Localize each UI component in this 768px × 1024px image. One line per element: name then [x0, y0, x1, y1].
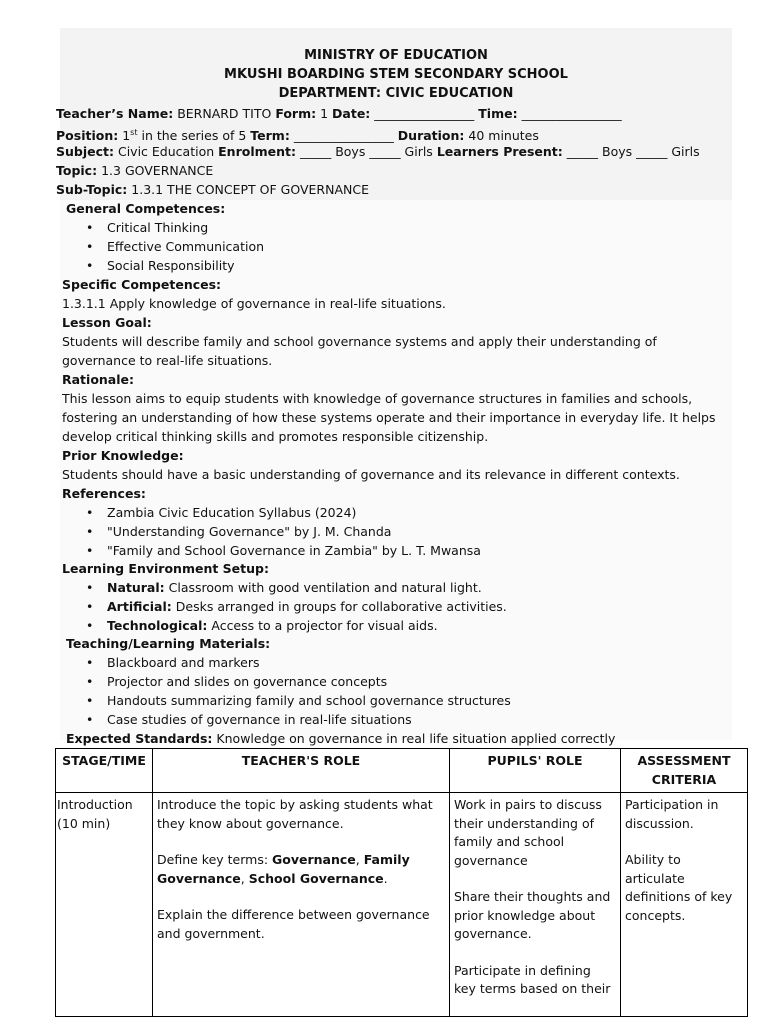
position-sup: st: [130, 128, 138, 137]
list-item: • Case studies of governance in real-life situations: [86, 710, 511, 729]
references-heading: References:: [62, 486, 146, 501]
list-item: [86, 616, 507, 635]
position-value: 1: [122, 128, 131, 144]
define-prefix: Define key terms:: [157, 852, 273, 867]
artificial-label: Artificial:: [107, 599, 172, 614]
topic-line: [56, 161, 213, 180]
teacher-line: [56, 104, 622, 123]
ministry-title: MINISTRY OF EDUCATION: [304, 48, 488, 63]
natural-text: Classroom with good ventilation and natural light.: [168, 580, 482, 595]
term-value: ________________: [293, 128, 394, 144]
define-suffix: .: [383, 870, 388, 886]
time-label: Time:: [478, 106, 518, 121]
term-governance: Governance: [272, 852, 356, 867]
table-header-row: [56, 749, 748, 793]
position-label: Position:: [56, 128, 119, 144]
natural-label: Natural:: [107, 580, 165, 595]
present-girls: _____ Girls: [636, 144, 700, 159]
list-item: [86, 578, 507, 597]
subject-value: Civic Education: [117, 144, 215, 159]
teacher-role-explain: Explain the difference between governance and government.: [157, 907, 430, 941]
list-item: • Effective Communication: [86, 237, 264, 256]
assessment-cell: [621, 793, 748, 1017]
term-family-governance: Family Governance: [157, 852, 410, 886]
pupils-role-cell: [450, 793, 621, 1017]
list-item: • Projector and slides on governance concepts: [86, 672, 511, 691]
general-competences-list: [86, 218, 264, 275]
expected-standards-label: Expected Standards:: [66, 731, 213, 746]
learners-present-label: Learners Present:: [436, 144, 563, 159]
enrolment-label: Enrolment:: [218, 144, 296, 159]
topic-value: 1.3 GOVERNANCE: [101, 163, 214, 178]
topic-label: Topic:: [56, 163, 98, 178]
list-item: • Handouts summarizing family and school governance structures: [86, 691, 511, 710]
environment-list: [86, 578, 507, 635]
stage-cell: Introduction (10 min): [56, 793, 153, 1017]
pupils-role-item: Participate in defining key terms based on their: [454, 962, 611, 996]
list-item: • Blackboard and markers: [86, 653, 511, 672]
assessment-item: Participation in discussion.: [625, 797, 719, 831]
term-separator: ,: [240, 870, 249, 886]
prior-knowledge-heading: Prior Knowledge:: [62, 448, 184, 463]
lesson-goal-heading: Lesson Goal:: [62, 315, 152, 330]
form-label: Form:: [275, 106, 317, 121]
date-label: Date:: [332, 106, 371, 121]
subtopic-line: [56, 180, 369, 199]
rationale-heading: Rationale:: [62, 372, 135, 387]
column-header-teacher: TEACHER'S ROLE: [153, 749, 450, 793]
subtopic-value: 1.3.1 THE CONCEPT OF GOVERNANCE: [131, 182, 369, 197]
subject-line: [56, 142, 700, 161]
form-value: 1: [320, 106, 329, 121]
time-value: ________________: [521, 106, 622, 121]
duration-value: 40 minutes: [468, 128, 539, 144]
teacher-label: Teacher’s Name:: [56, 106, 174, 121]
teacher-value: BERNARD TITO: [177, 106, 272, 121]
references-list: [86, 503, 481, 560]
list-item: • Social Responsibility: [86, 256, 264, 275]
list-item: [86, 597, 507, 616]
department-title: DEPARTMENT: CIVIC EDUCATION: [278, 86, 514, 101]
teacher-role-intro: Introduce the topic by asking students what they know about governance.: [157, 797, 433, 831]
expected-standards-text: Knowledge on governance in real life situation applied correctly: [216, 731, 616, 746]
term-label: Term:: [250, 128, 290, 144]
date-value: ________________: [374, 106, 475, 121]
present-boys: _____ Boys: [566, 144, 633, 159]
column-header-pupils: PUPILS' ROLE: [450, 749, 621, 793]
rationale-text: This lesson aims to equip students with knowledge of governance structures in families and schools, fostering an understanding of how these systems operate and their importance in everyday life. It helps develop critical thinking skills and promotes responsible citizenship.: [62, 391, 716, 444]
teacher-role-define: [157, 851, 445, 888]
lesson-goal-text: Students will describe family and school governance systems and apply their understanding of governance to real-life situations.: [62, 334, 657, 368]
prior-knowledge-text: Students should have a basic understanding of governance and its relevance in different contexts.: [62, 467, 680, 482]
duration-label: Duration:: [397, 128, 465, 144]
enrolment-girls: _____ Girls: [369, 144, 433, 159]
teacher-role-cell: [153, 793, 450, 1017]
lesson-plan-table: [55, 748, 748, 1017]
list-item: • "Understanding Governance" by J. M. Chanda: [86, 522, 481, 541]
technological-text: Access to a projector for visual aids.: [211, 618, 438, 633]
list-item: • "Family and School Governance in Zambia" by L. T. Mwansa: [86, 541, 481, 560]
term-separator: ,: [355, 852, 364, 867]
pupils-role-item: Work in pairs to discuss their understanding of family and school governance: [454, 797, 602, 868]
column-header-assessment: ASSESSMENT CRITERIA: [621, 749, 748, 793]
subject-label: Subject:: [56, 144, 114, 159]
position-suffix: in the series of 5: [141, 128, 247, 144]
expected-standards-line: [66, 729, 615, 748]
enrolment-boys: _____ Boys: [299, 144, 366, 159]
pupils-role-item: Share their thoughts and prior knowledge about governance.: [454, 889, 611, 941]
specific-competences-heading: Specific Competences:: [62, 277, 222, 292]
list-item: • Critical Thinking: [86, 218, 264, 237]
general-competences-heading: General Competences:: [66, 201, 226, 216]
list-item: • Zambia Civic Education Syllabus (2024): [86, 503, 481, 522]
materials-heading: Teaching/Learning Materials:: [66, 636, 271, 651]
column-header-stage: STAGE/TIME: [56, 749, 153, 793]
term-school-governance: School Governance: [248, 870, 384, 886]
environment-heading: Learning Environment Setup:: [62, 561, 269, 576]
subtopic-label: Sub-Topic:: [56, 182, 128, 197]
artificial-text: Desks arranged in groups for collaborative activities.: [175, 599, 507, 614]
technological-label: Technological:: [107, 618, 208, 633]
assessment-item: Ability to articulate definitions of key concepts.: [625, 852, 733, 923]
school-title: MKUSHI BOARDING STEM SECONDARY SCHOOL: [224, 67, 568, 82]
specific-competences-text: 1.3.1.1 Apply knowledge of governance in real-life situations.: [62, 296, 446, 311]
materials-list: [86, 653, 511, 729]
table-row: [56, 793, 748, 1017]
